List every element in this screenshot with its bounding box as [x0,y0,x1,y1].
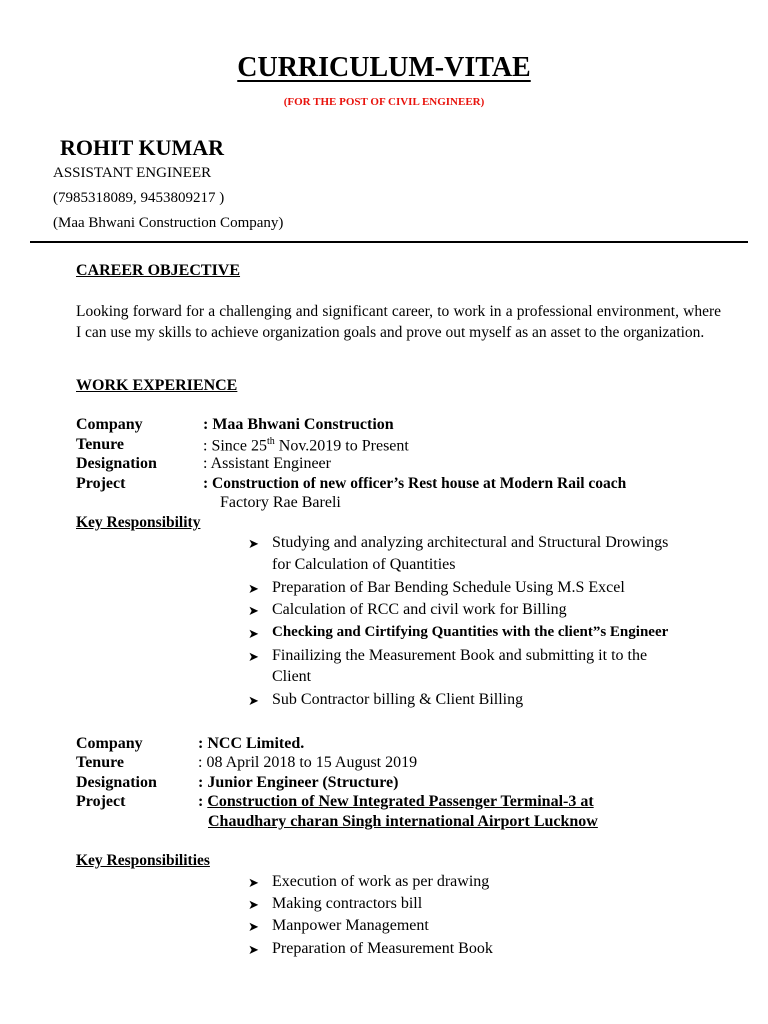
arrowhead-bullet-icon: ➤ [248,581,259,596]
cv-subtitle: (FOR THE POST OF CIVIL ENGINEER) [283,96,485,108]
job1-responsibility-heading: Key Responsibility [76,514,201,531]
job2-tenure-label: Tenure [76,754,125,771]
job2-project-label: Project [76,793,126,810]
arrowhead-bullet-icon: ➤ [248,942,259,957]
job2-responsibility-item: Manpower Management [272,917,429,934]
job1-designation-label: Designation [76,455,157,472]
job2-designation-label: Designation [76,774,157,791]
job1-responsibility-item: Checking and Cirtifying Quantities with the client”s Engineer [272,624,669,640]
job1-company-value: : Maa Bhwani Construction [203,416,394,433]
arrowhead-bullet-icon: ➤ [248,875,259,890]
job2-responsibility-item: Execution of work as per drawing [272,873,490,890]
career-objective-text: Looking forward for a challenging and significant career, to work in a professional environment, where I can use my skills to achieve organization goals and prove out myself as an asset to the organization. [76,303,721,341]
job1-responsibility-item: Sub Contractor billing & Client Billing [272,691,524,708]
job2-designation-value: : Junior Engineer (Structure) [198,774,399,791]
job2-company-label: Company [76,735,143,752]
job2-project-line1: Construction of New Integrated Passenger Terminal-3 at [207,793,594,810]
job1-responsibility-item: Preparation of Bar Bending Schedule Using M.S Excel [272,579,625,596]
job1-project-value-cont: Factory Rae Bareli [220,494,341,511]
job1-responsibility-item-cont: for Calculation of Quantities [272,556,456,573]
job2-tenure-value: : 08 April 2018 to 15 August 2019 [198,754,418,771]
arrowhead-bullet-icon: ➤ [248,603,259,618]
arrowhead-bullet-icon: ➤ [248,919,259,934]
candidate-position: ASSISTANT ENGINEER [53,165,212,181]
job1-responsibility-item: Finailizing the Measurement Book and submitting it to the [272,647,648,664]
job1-company-label: Company [76,416,143,433]
arrowhead-bullet-icon: ➤ [248,897,259,912]
arrowhead-bullet-icon: ➤ [248,626,259,641]
job1-responsibility-item: Calculation of RCC and civil work for Billing [272,601,567,618]
work-experience-heading: WORK EXPERIENCE [76,377,238,394]
job1-responsibility-item-cont: Client [272,668,312,685]
candidate-phones: (7985318089, 9453809217 ) [53,190,225,206]
job2-project-line2: Chaudhary charan Singh international Airport Lucknow [208,813,598,830]
job2-project-colon: : [198,793,208,810]
job1-tenure-ordinal: th [267,436,275,447]
job2-responsibility-heading: Key Responsibilities [76,852,210,869]
job1-tenure-end: Nov.2019 to Present [274,437,409,455]
header-divider [30,241,748,243]
candidate-name: ROHIT KUMAR [60,135,224,160]
career-objective-heading: CAREER OBJECTIVE [76,262,241,279]
job1-project-label: Project [76,475,126,492]
job2-project-value [198,793,594,811]
candidate-company: (Maa Bhwani Construction Company) [53,215,284,231]
job1-tenure-start: : Since 25 [203,437,267,455]
job1-designation-value: : Assistant Engineer [203,455,331,472]
arrowhead-bullet-icon: ➤ [248,536,259,551]
job2-responsibility-item: Preparation of Measurement Book [272,940,493,957]
arrowhead-bullet-icon: ➤ [248,693,259,708]
arrowhead-bullet-icon: ➤ [248,649,259,664]
job1-tenure-label: Tenure [76,436,125,453]
job1-project-value: : Construction of new officer’s Rest house at Modern Rail coach [203,475,627,492]
job2-responsibility-item: Making contractors bill [272,895,423,912]
job1-responsibility-item: Studying and analyzing architectural and Structural Drowings [272,534,669,551]
job2-company-value: : NCC Limited. [198,735,305,752]
cv-title: CURRICULUM-VITAE [237,52,531,83]
job1-tenure-value [203,436,409,455]
